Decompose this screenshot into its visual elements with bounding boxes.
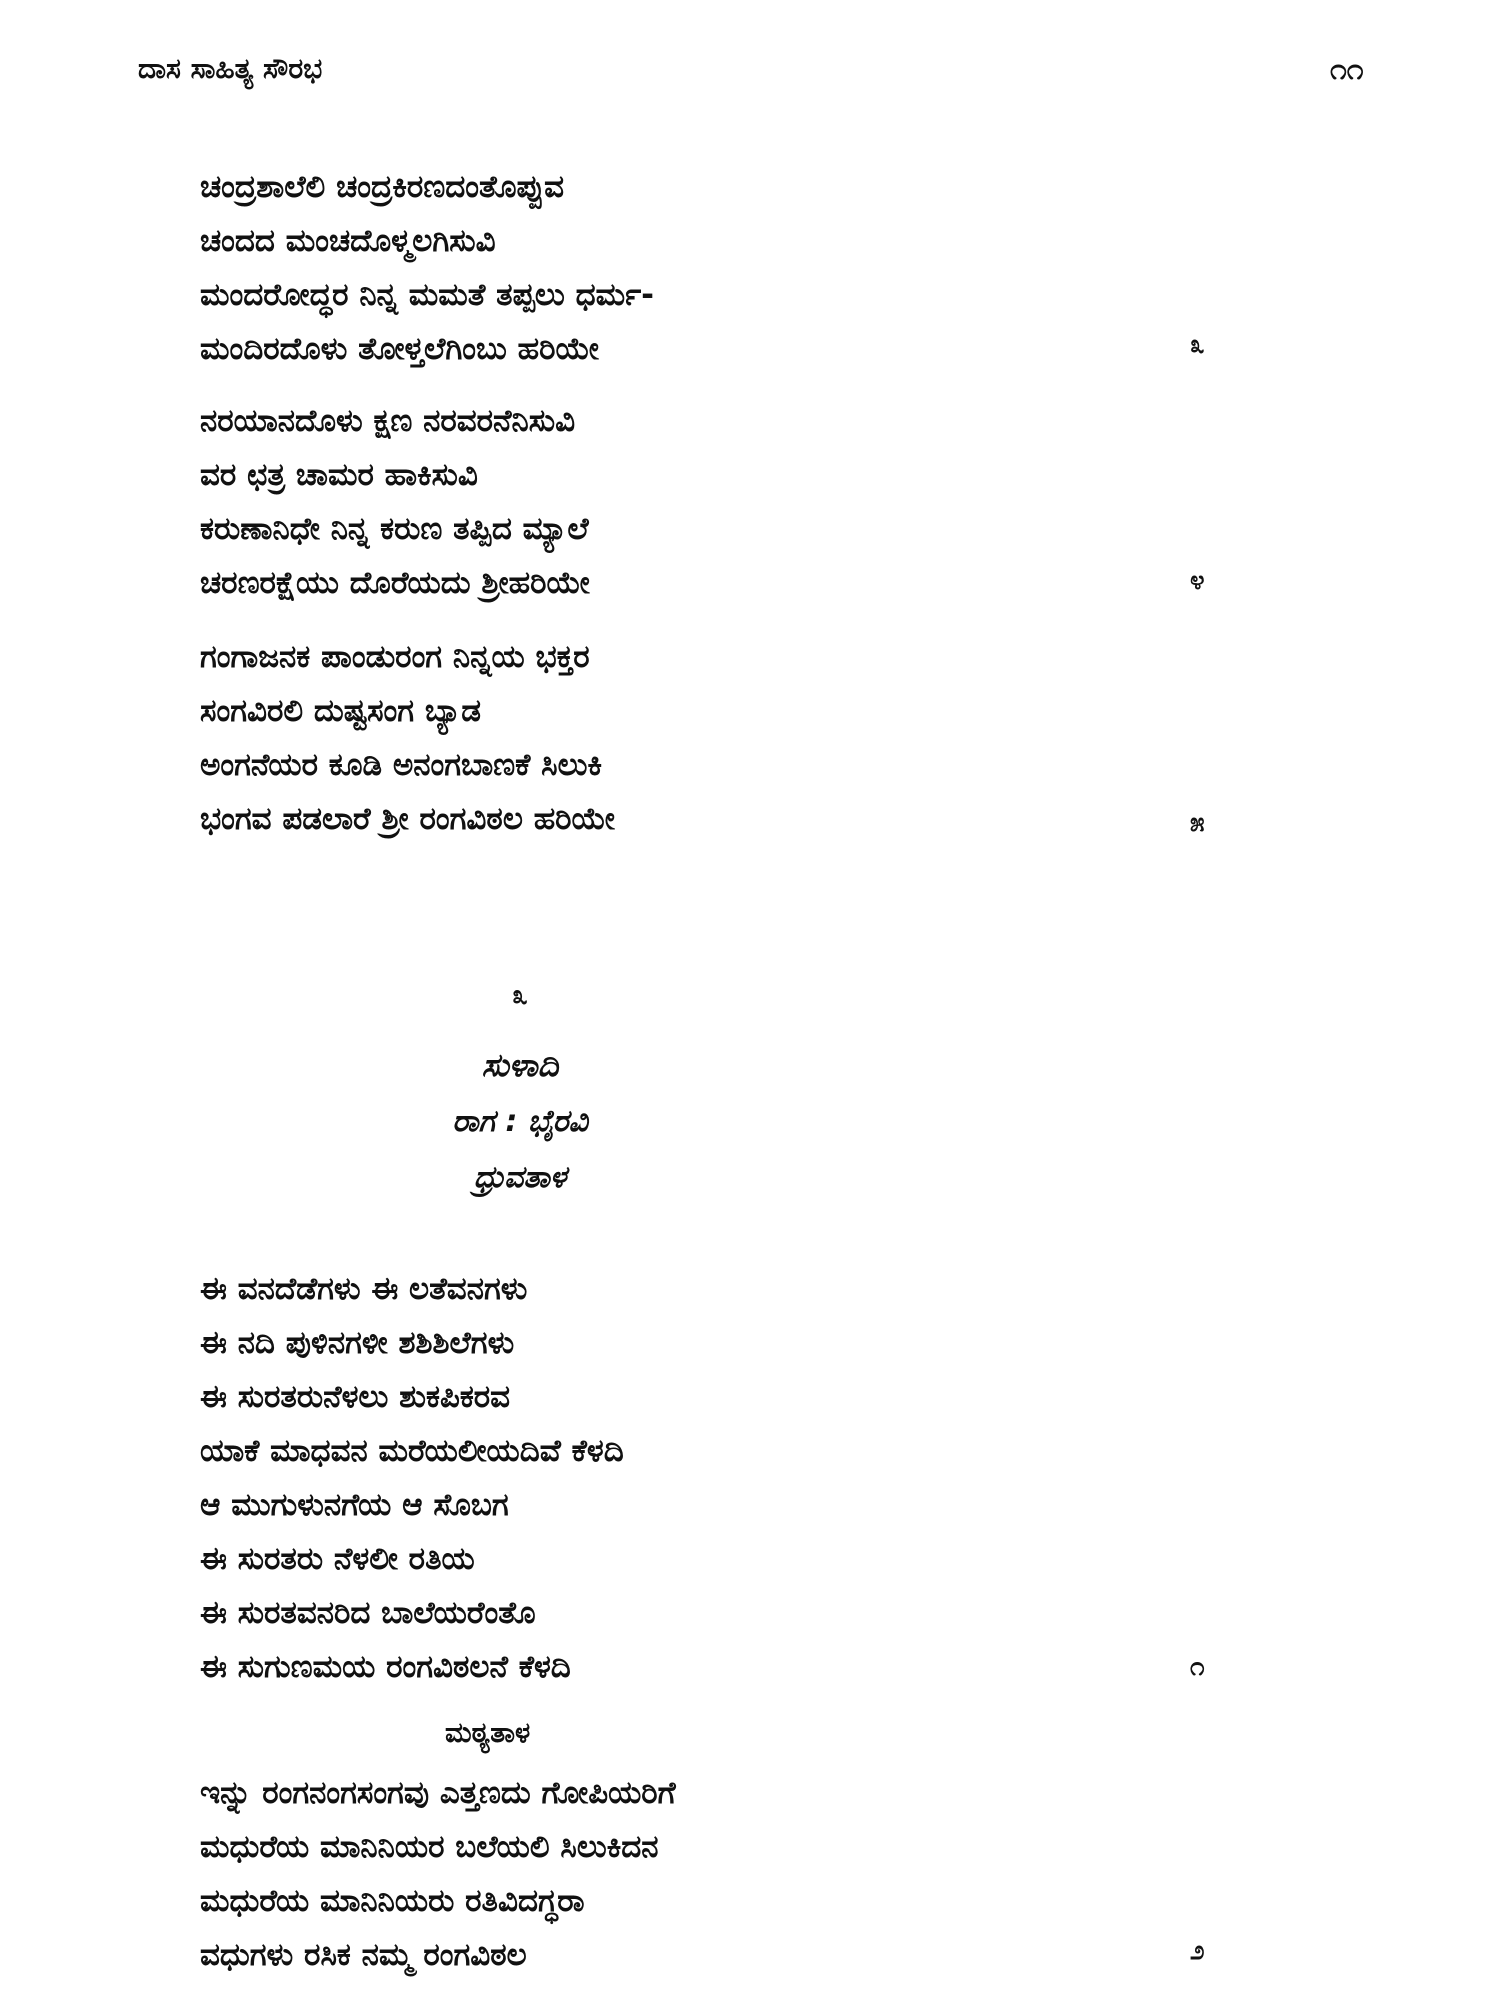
- stanza-4: [200, 394, 590, 610]
- verse-line: ಮಧುರೆಯ ಮಾನಿನಿಯರು ರತಿವಿದಗ್ಧರಾ: [200, 1883, 585, 1919]
- verse-line: ಈ ಸುಗುಣಮಯ ರಂಗವಿಠಲನೆ ಕೆಳದಿ: [200, 1649, 571, 1685]
- verse-line: ಈ ನದಿ ಪುಳಿನಗಳೀ ಶಶಿಶಿಲೆಗಳು: [200, 1325, 515, 1361]
- verse-number: ೧: [1190, 1652, 1205, 1682]
- verse-line: ಕರುಣಾನಿಧೇ ನಿನ್ನ ಕರುಣ ತಪ್ಪಿದ ಮ್ಯಾಲೆ: [200, 511, 589, 547]
- verse-line: ಗಂಗಾಜನಕ ಪಾಂಡುರಂಗ ನಿನ್ನಯ ಭಕ್ತರ: [200, 639, 590, 675]
- verse-line: ಚರಣರಕ್ಷೆಯು ದೊರೆಯದು ಶ್ರೀಹರಿಯೇ: [200, 565, 590, 601]
- stanza-3: [200, 160, 654, 376]
- verse-line: ಈ ಸುರತರು ನೆಳಲೀ ರತಿಯ: [200, 1541, 475, 1577]
- verse-line: ನರಯಾನದೊಳು ಕ್ಷಣ ನರವರನೆನಿಸುವಿ: [200, 403, 576, 439]
- suladi-stanza-1: [200, 1262, 624, 1694]
- verse-line: ಅಂಗನೆಯರ ಕೂಡಿ ಅನಂಗಬಾಣಕೆ ಸಿಲುಕಿ: [200, 747, 603, 783]
- verse-line: ಚಂದ್ರಶಾಲೆಲಿ ಚಂದ್ರಕಿರಣದಂತೊಪ್ಪುವ: [200, 169, 565, 205]
- book-title: ದಾಸ ಸಾಹಿತ್ಯ ಸೌರಭ: [138, 52, 323, 85]
- raga-label: ರಾಗ : ಭೈರವಿ: [452, 1104, 588, 1139]
- verse-line: ಮಂದಿರದೊಳು ತೋಳ್ತಲೆಗಿಂಬು ಹರಿಯೇ: [200, 331, 599, 367]
- verse-line: ವಧುಗಳು ರಸಿಕ ನಮ್ಮ ರಂಗವಿಠಲ: [200, 1937, 527, 1973]
- verse-line: ಆ ಮುಗುಳುನಗೆಯ ಆ ಸೊಬಗ: [200, 1487, 509, 1523]
- verse-number: ೨: [1190, 1936, 1205, 1966]
- tala-heading: ಧ್ರುವತಾಳ: [473, 1160, 567, 1195]
- verse-line: ಮಧುರೆಯ ಮಾನಿನಿಯರ ಬಲೆಯಲಿ ಸಿಲುಕಿದನ: [200, 1829, 659, 1865]
- section-title: ಸುಳಾದಿ: [481, 1046, 559, 1084]
- verse-line: ಯಾಕೆ ಮಾಧವನ ಮರೆಯಲೀಯದಿವೆ ಕೆಳದಿ: [200, 1433, 624, 1469]
- tala-heading: ಮಠ್ಯತಾಳ: [445, 1716, 531, 1749]
- verse-line: ವರ ಛತ್ರ ಚಾಮರ ಹಾಕಿಸುವಿ: [200, 457, 478, 493]
- verse-line: ಭಂಗವ ಪಡಲಾರೆ ಶ್ರೀ ರಂಗವಿಠಲ ಹರಿಯೇ: [200, 801, 615, 837]
- verse-line: ಚಂದದ ಮಂಚದೊಳ್ಮಲಗಿಸುವಿ: [200, 223, 496, 259]
- stanza-5: [200, 630, 615, 846]
- verse-line: ಈ ವನದೆಡೆಗಳು ಈ ಲತೆವನಗಳು: [200, 1271, 528, 1307]
- verse-line: ಸಂಗವಿರಲಿ ದುಷ್ಟಸಂಗ ಬ್ಯಾಡ: [200, 693, 481, 729]
- verse-line: ಈ ಸುರತವನರಿದ ಬಾಲೆಯರೆಂತೊ: [200, 1595, 536, 1631]
- page-number: ೧೧: [1330, 52, 1364, 87]
- verse-line: ಈ ಸುರತರುನೆಳಲು ಶುಕಪಿಕರವ: [200, 1379, 511, 1415]
- verse-number: ೪: [1190, 566, 1205, 596]
- verse-line: ಇನ್ನು ರಂಗನಂಗಸಂಗವು ಎತ್ತಣದು ಗೋಪಿಯರಿಗೆ: [200, 1775, 676, 1811]
- verse-line: ಮಂದರೋದ್ಧರ ನಿನ್ನ ಮಮತೆ ತಪ್ಪಲು ಧರ್ಮ-: [200, 277, 655, 313]
- suladi-stanza-2: [200, 1766, 676, 1982]
- verse-number: ೩: [1190, 330, 1205, 360]
- verse-number: ೫: [1190, 808, 1205, 838]
- section-number: ೩: [512, 978, 528, 1011]
